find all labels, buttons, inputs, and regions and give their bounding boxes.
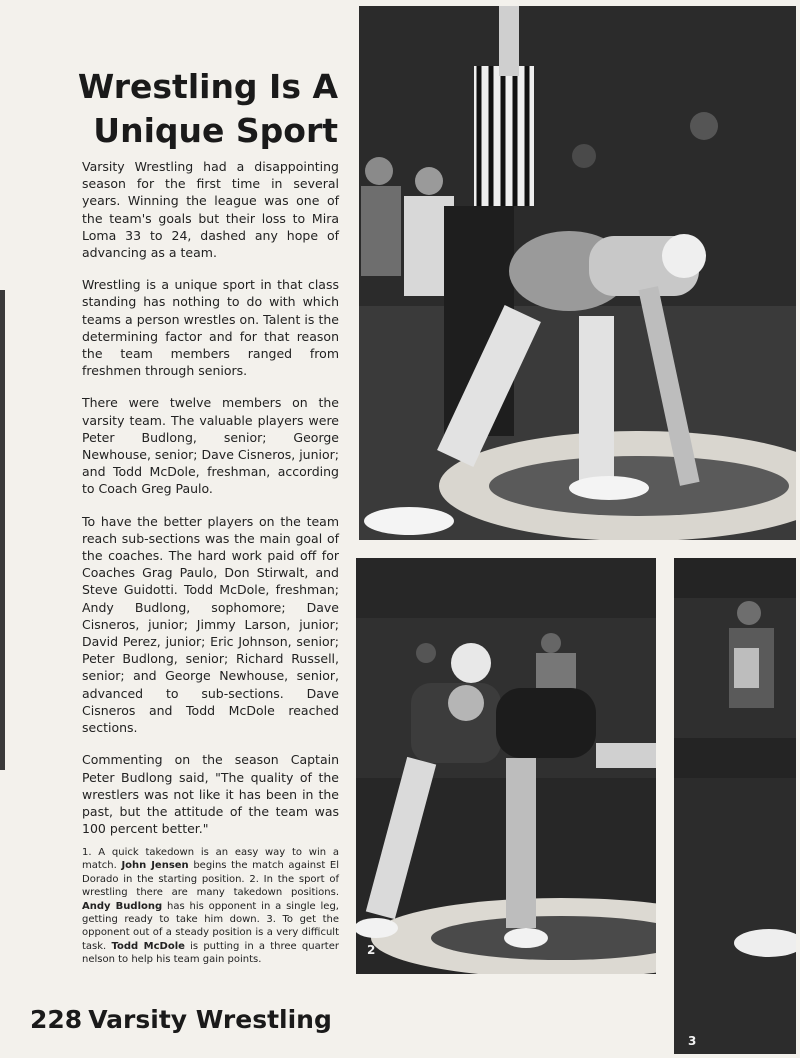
caption-2-name: Andy Budlong: [82, 900, 163, 912]
paragraph: Wrestling is a unique sport in that class standing has nothing to do with which teams a person wrestles on. Talent is the determining factor and for that reason the team members ranged from freshmen through seniors.: [82, 277, 339, 379]
caption-1-text-end: begins the match against El Dorado in the starting position.: [82, 860, 339, 885]
photo-1-takedown-start: [359, 6, 796, 540]
caption-3-name: Todd McDole: [111, 940, 185, 952]
photo-2-number: 2: [367, 943, 376, 957]
page-number: 228: [30, 1005, 83, 1034]
caption-2-text-end: has his opponent in a single leg, getting ready to take him down.: [82, 900, 339, 926]
photo-3-image: [674, 558, 796, 1054]
caption-3-text-end: is putting in a three quarter nelson to help his team gain points.: [82, 940, 339, 966]
paragraph: Commenting on the season Captain Peter Budlong said, "The quality of the wrestlers was not like it has been in the past, but the attitude of the team was 100 percent better.": [82, 752, 339, 837]
article-title: [70, 65, 338, 153]
photo-1-image: [359, 6, 796, 540]
caption-2-text: 2. In the sport of wrestling there are many takedown positions.: [82, 873, 339, 899]
article-body: [82, 158, 339, 852]
paragraph: Varsity Wrestling had a disappointing season for the first time in several years. Winning the league was one of the team's goals but their loss to Mira Loma 33 to 24, dashed any hope of advancing as a team.: [82, 159, 339, 261]
photo-captions: [82, 846, 339, 967]
section-name: Varsity Wrestling: [88, 1005, 332, 1034]
photo-2-image: [356, 558, 656, 974]
photo-3-three-quarter-nelson: [674, 558, 796, 1054]
page-folio: [30, 1005, 332, 1034]
caption-1-name: John Jensen: [121, 860, 189, 872]
paragraph: There were twelve members on the varsity team. The valuable players were Peter Budlong, senior; George Newhouse, senior; Dave Cisneros, junior; and Todd McDole, freshman, according to Coach Greg Paulo.: [82, 395, 339, 497]
paragraph: To have the better players on the team reach sub-sections was the main goal of the coaches. The hard work paid off for Coaches Grag Paulo, Don Stirwalt, and Steve Guidotti. Todd McDole, freshman; Andy Budlong, sophomore; Dave Cisneros, junior; Jimmy Larson, junior; David Perez, junior; Eric Johnson, senior; Peter Budlong, senior; Richard Russell, senior; and George Newhouse, senior, advanced to sub-sections. Dave Cisneros and Todd McDole reached sections.: [82, 513, 339, 736]
page-edge-bar: [0, 290, 5, 770]
title-line-1: Wrestling Is A: [77, 67, 338, 106]
caption-1-text: 1. A quick takedown is an easy way to win a match.: [82, 847, 339, 872]
photo-2-single-leg: [356, 558, 656, 974]
title-line-2: Unique Sport: [93, 111, 338, 150]
caption-3-text: 3. To get the opponent out of a steady position is a very difficult task.: [82, 914, 339, 952]
photo-3-number: 3: [688, 1034, 697, 1048]
